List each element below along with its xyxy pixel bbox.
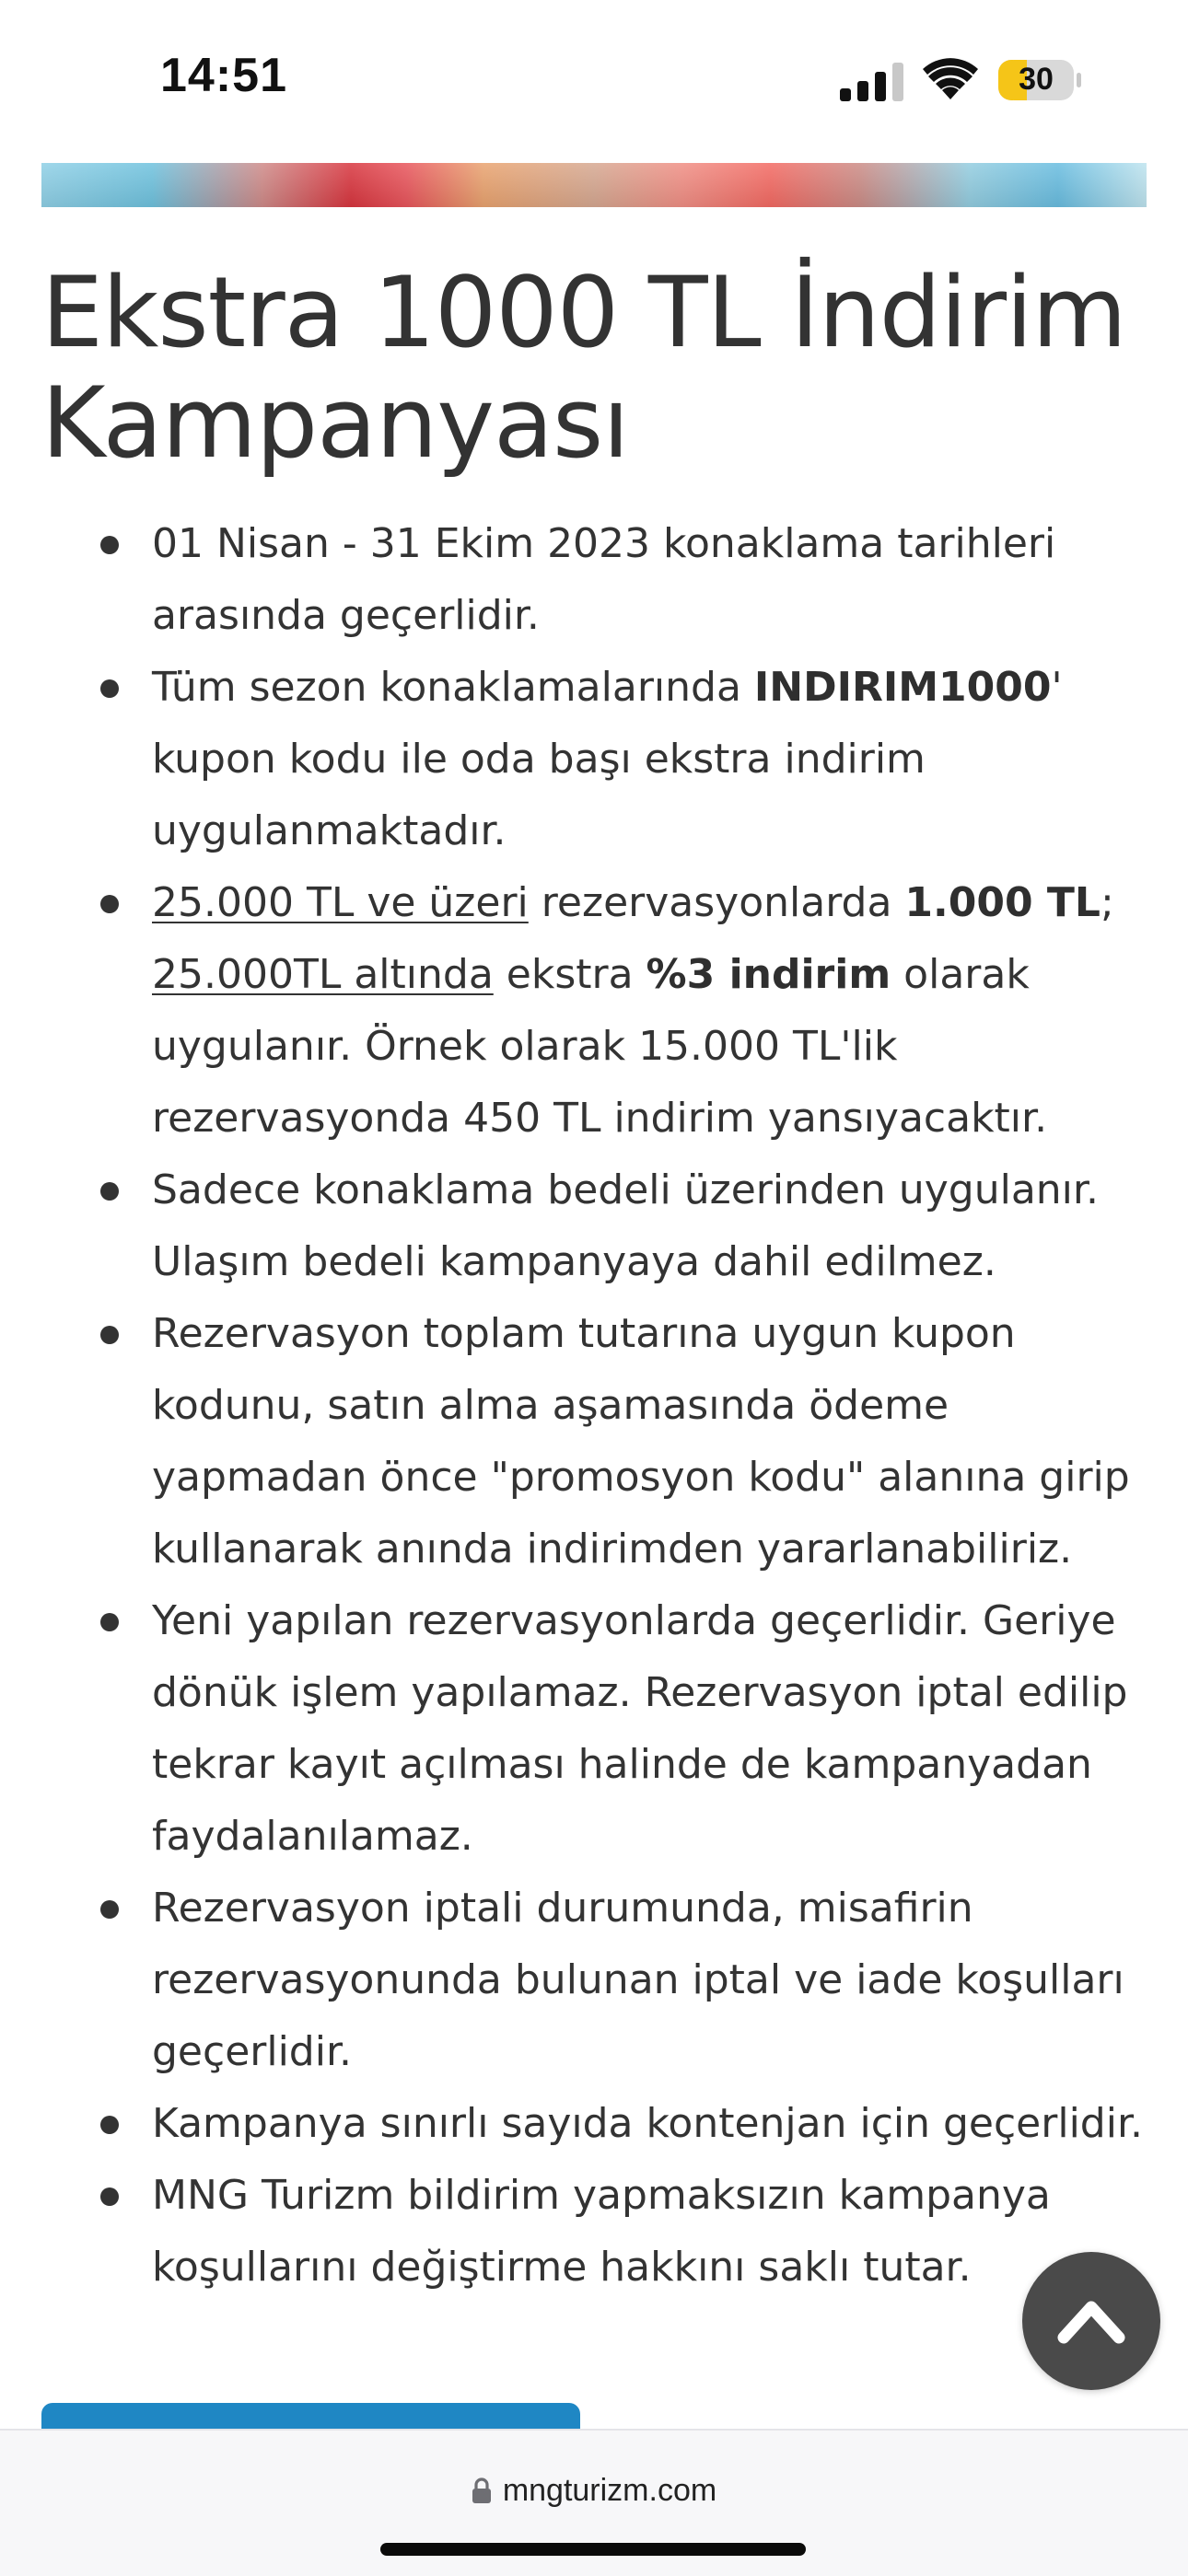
term-text: Rezervasyon toplam tutarına uygun kupon kodunu, satın alma aşamasında ödeme yapmadan önce "promosyon kodu" alanına girip kullanarak anında indirimden yararlanabiliriz. — [152, 1310, 1130, 1572]
term-text: Sadece konaklama bedeli üzerinden uygulanır. Ulaşım bedeli kampanyaya dahil edilmez. — [152, 1166, 1099, 1285]
lock-icon — [472, 2477, 492, 2504]
url-text: mngturizm.com — [502, 2472, 717, 2508]
discount-amount: 1.000 TL — [904, 879, 1101, 926]
signal-icon — [840, 63, 904, 101]
term-text: rezervasyonlarda — [528, 879, 905, 926]
list-item — [152, 2088, 1147, 2160]
list-item — [152, 1873, 1147, 2088]
bullet-icon — [100, 679, 119, 698]
discount-percent: %3 indirim — [646, 951, 891, 998]
home-indicator[interactable] — [380, 2543, 806, 2556]
status-time: 14:51 — [160, 49, 287, 102]
term-text: olarak uygulanır. Örnek olarak 15.000 TL'lik rezervasyonda 450 TL indirim yansıyacaktır. — [152, 951, 1048, 1142]
page-title: Ekstra 1000 TL İndirim Kampanyası — [41, 256, 1126, 480]
term-text: ; — [1100, 879, 1114, 926]
list-item — [152, 1298, 1147, 1585]
list-item — [152, 652, 1147, 867]
scroll-to-top-button[interactable] — [1022, 2252, 1160, 2390]
bullet-icon — [100, 1613, 119, 1631]
wifi-icon — [923, 57, 978, 101]
battery-level: 30 — [1019, 62, 1054, 97]
list-item — [152, 1155, 1147, 1298]
term-text: 01 Nisan - 31 Ekim 2023 konaklama tarihleri arasında geçerlidir. — [152, 520, 1056, 639]
threshold-text: 25.000TL altında — [152, 951, 494, 998]
coupon-code: INDIRIM1000 — [753, 664, 1052, 711]
status-bar — [0, 0, 1188, 157]
bullet-icon — [100, 2187, 119, 2206]
terms-list — [152, 508, 1147, 2303]
term-text: Tüm sezon konaklamalarında — [152, 664, 754, 711]
term-text: Rezervasyon iptali durumunda, misafirin rezervasyonunda bulunan iptal ve iade koşulları geçerlidir. — [152, 1885, 1124, 2075]
bullet-icon — [100, 895, 119, 913]
bullet-icon — [100, 536, 119, 554]
term-text: Yeni yapılan rezervasyonlarda geçerlidir. Geriye dönük işlem yapılamaz. Rezervasyon iptal edilip tekrar kayıt açılması halinde de kampanyadan faydalanılamaz. — [152, 1597, 1128, 1860]
list-item — [152, 508, 1147, 652]
list-item — [152, 1585, 1147, 1873]
list-item — [152, 867, 1147, 1155]
bullet-icon — [100, 1900, 119, 1919]
bullet-icon — [100, 1326, 119, 1344]
hero-image — [41, 163, 1147, 207]
url-field[interactable] — [0, 2469, 1188, 2512]
browser-address-bar — [0, 2429, 1188, 2576]
chevron-up-icon — [1054, 2287, 1128, 2351]
bullet-icon — [100, 2116, 119, 2134]
term-text: ekstra — [493, 951, 646, 998]
list-item — [152, 2160, 1147, 2303]
term-text: MNG Turizm bildirim yapmaksızın kampanya koşullarını değiştirme hakkını saklı tutar. — [152, 2172, 1051, 2291]
bullet-icon — [100, 1182, 119, 1201]
term-text: Kampanya sınırlı sayıda kontenjan için geçerlidir. — [152, 2100, 1143, 2147]
term-text: ' kupon kodu ile oda başı ekstra indirim uygulanmaktadır. — [152, 664, 1063, 854]
threshold-text: 25.000 TL ve üzeri — [152, 879, 529, 926]
